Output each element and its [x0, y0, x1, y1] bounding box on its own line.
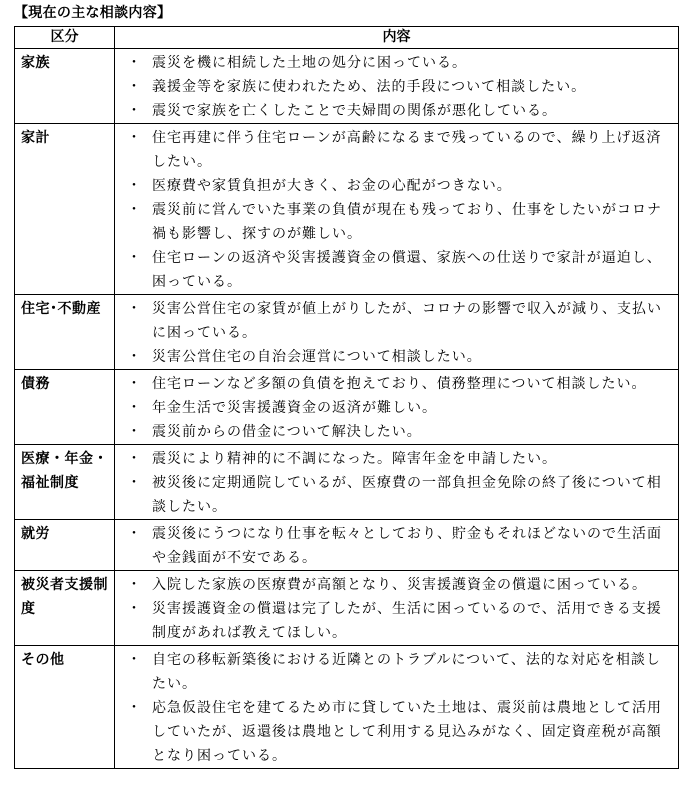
list-item [115, 648, 678, 696]
bullet-mark: ・ [127, 601, 142, 617]
bullet-mark: ・ [127, 526, 142, 542]
list-item [115, 447, 678, 471]
list-item [115, 174, 678, 198]
item-list [115, 648, 678, 768]
item-text: 医療費や家賃負担が大きく、お金の心配がつきない。 [152, 178, 512, 194]
item-text: 入院した家族の医療費が高額となり、災害援護資金の償還に困っている。 [152, 577, 647, 593]
item-text: 応急仮設住宅を建てるため市に貸していた土地は、震災前は農地として活用していたが、返還後は農地として利用する見込みがなく、固定資産税が高額となり困っている。 [152, 700, 662, 764]
list-item [115, 99, 678, 123]
item-text: 震災前からの借金について解決したい。 [152, 424, 422, 440]
item-list [115, 372, 678, 444]
table-row [15, 49, 679, 124]
content-cell [115, 445, 679, 520]
item-text: 災害公営住宅の自治会運営について相談したい。 [152, 349, 482, 365]
table-row [15, 370, 679, 445]
list-item [115, 420, 678, 444]
consultation-table [14, 26, 679, 769]
list-item [115, 471, 678, 519]
content-cell [115, 295, 679, 370]
item-list [115, 126, 678, 294]
content-cell [115, 49, 679, 124]
category-cell: 家族 [15, 49, 115, 124]
item-text: 災害公営住宅の家賃が値上がりしたが、コロナの影響で収入が減り、支払いに困っている。 [152, 301, 662, 341]
list-item [115, 51, 678, 75]
bullet-mark: ・ [127, 55, 142, 71]
item-list [115, 297, 678, 369]
table-body [15, 49, 679, 769]
header-category: 区分 [15, 27, 115, 49]
item-text: 震災により精神的に不調になった。障害年金を申請したい。 [152, 451, 557, 467]
item-text: 震災後にうつになり仕事を転々としており、貯金もそれほどないので生活面や金銭面が不安である。 [152, 526, 662, 566]
item-text: 住宅再建に伴う住宅ローンが高齢になるまで残っているので、繰り上げ返済したい。 [152, 130, 662, 170]
bullet-mark: ・ [127, 103, 142, 119]
bullet-mark: ・ [127, 475, 142, 491]
list-item [115, 372, 678, 396]
table-row [15, 520, 679, 571]
bullet-mark: ・ [127, 130, 142, 146]
category-cell: 就労 [15, 520, 115, 571]
list-item [115, 522, 678, 570]
page-title: 【現在の主な相談内容】 [14, 5, 172, 21]
content-cell [115, 571, 679, 646]
bullet-mark: ・ [127, 424, 142, 440]
item-list [115, 51, 678, 123]
bullet-mark: ・ [127, 349, 142, 365]
bullet-mark: ・ [127, 250, 142, 266]
item-list [115, 447, 678, 519]
list-item [115, 696, 678, 768]
list-item [115, 297, 678, 345]
category-cell: 債務 [15, 370, 115, 445]
item-text: 災害援護資金の償還は完了したが、生活に困っているので、活用できる支援制度があれば教えてほしい。 [152, 601, 662, 641]
list-item [115, 396, 678, 420]
table-row [15, 445, 679, 520]
category-cell: 家計 [15, 124, 115, 295]
bullet-mark: ・ [127, 400, 142, 416]
content-cell [115, 370, 679, 445]
bullet-mark: ・ [127, 79, 142, 95]
bullet-mark: ・ [127, 700, 142, 716]
item-list [115, 573, 678, 645]
bullet-mark: ・ [127, 577, 142, 593]
category-cell: 被災者支援制度 [15, 571, 115, 646]
bullet-mark: ・ [127, 376, 142, 392]
item-list [115, 522, 678, 570]
content-cell [115, 646, 679, 769]
list-item [115, 573, 678, 597]
item-text: 震災を機に相続した土地の処分に困っている。 [152, 55, 467, 71]
table-row [15, 571, 679, 646]
item-text: 被災後に定期通院しているが、医療費の一部負担金免除の終了後について相談したい。 [152, 475, 662, 515]
bullet-mark: ・ [127, 451, 142, 467]
table-row [15, 646, 679, 769]
category-cell: 住宅･不動産 [15, 295, 115, 370]
list-item [115, 198, 678, 246]
item-text: 住宅ローンなど多額の負債を抱えており、債務整理について相談したい。 [152, 376, 647, 392]
bullet-mark: ・ [127, 652, 142, 668]
item-text: 住宅ローンの返済や災害援護資金の償還、家族への仕送りで家計が逼迫し、困っている。 [152, 250, 662, 290]
item-text: 震災で家族を亡くしたことで夫婦間の関係が悪化している。 [152, 103, 557, 119]
item-text: 自宅の移転新築後における近隣とのトラブルについて、法的な対応を相談したい。 [152, 652, 661, 692]
header-content: 内容 [115, 27, 679, 49]
content-cell [115, 124, 679, 295]
bullet-mark: ・ [127, 178, 142, 194]
category-cell: その他 [15, 646, 115, 769]
category-cell: 医療・年金・福祉制度 [15, 445, 115, 520]
bullet-mark: ・ [127, 301, 142, 317]
bullet-mark: ・ [127, 202, 142, 218]
list-item [115, 126, 678, 174]
table-row [15, 124, 679, 295]
table-header-row [15, 27, 679, 49]
list-item [115, 246, 678, 294]
table-row [15, 295, 679, 370]
item-text: 震災前に営んでいた事業の負債が現在も残っており、仕事をしたいがコロナ禍も影響し、探すのが難しい。 [152, 202, 662, 242]
content-cell [115, 520, 679, 571]
list-item [115, 597, 678, 645]
item-text: 義援金等を家族に使われたため、法的手段について相談したい。 [152, 79, 587, 95]
item-text: 年金生活で災害援護資金の返済が難しい。 [152, 400, 437, 416]
list-item [115, 75, 678, 99]
list-item [115, 345, 678, 369]
